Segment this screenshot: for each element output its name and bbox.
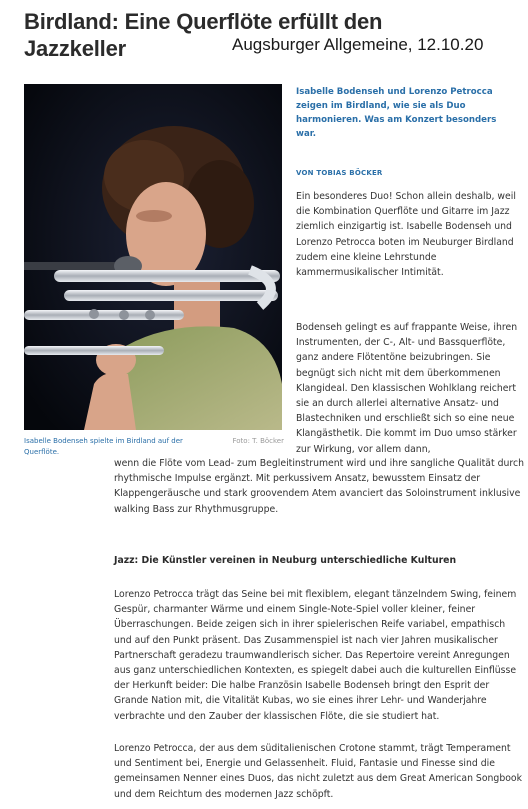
photo-flutist-illustration xyxy=(24,84,282,430)
author-byline: VON TOBIAS BÖCKER xyxy=(296,169,383,177)
article-headline: Birdland: Eine Querflöte erfüllt den Jazzkeller xyxy=(24,9,383,61)
body-paragraph-3: Lorenzo Petrocca trägt das Seine bei mit flexiblem, elegant tänzelndem Swing, feinem Gespür, charmanter Wärme und einem Single-Note-Spiel voller kleiner, feiner Überraschungen. Beide zeigen sich in ihrer spielerischen Reife variabel, empathisch und auf den Punkt präsent. Das Zusammenspiel ist nach vier Jahren musikalischer Partnerschaft geradezu traumwandlerisch sicher. Das Repertoire vereint Anregungen aus ganz unterschiedlichen Kontexten, es spiegelt dabei auch die kulturellen Einflüsse der Herkunft beider: Die halbe Französin Isabelle Bodenseh bringt den Esprit der Grande Nation mit, die Vitalität Kubas, wo sie eines ihrer Lehr- und Wanderjahre verbrachte und den Zauber der klassischen Flöte, die sie studiert hat. xyxy=(114,589,517,722)
body-paragraph-2-part-1: Bodenseh gelingt es auf frappante Weise, ihren Instrumenten, der C-, Alt- und Bassquerflöte, ganz andere Flötentöne beizubringen. Sie begnügt sich nicht mit dem überkommenen Klangideal. Den klassischen Wohlklang reichert sie an durch allerlei alternative Ansatz- und Blastechniken und erschließt sich so eine neue Klangästhetik. Die kommt im Duo umso stärker zur Wirkung, vor allem dann, xyxy=(296,322,518,455)
body-paragraph-2-part-2: wenn die Flöte vom Lead- zum Begleitinstrument wird und ihre sangliche Qualität durch rhythmische Impulse ergänzt. Mit perkussivem Ansatz, bewusstem Einsatz der Klappengeräusche und stark groovendem Atem avanciert das Soloinstrument inklusive walking Bass zur Rhythmusgruppe. xyxy=(114,458,524,515)
article-subheading: Jazz: Die Künstler vereinen in Neuburg unterschiedliche Kulturen xyxy=(114,555,457,566)
photo-credit: Foto: T. Böcker xyxy=(232,437,284,445)
body-paragraph-1: Ein besonderes Duo! Schon allein deshalb, weil die Kombination Querflöte und Gitarre im Jazz ziemlich einzigartig ist. Isabelle Bodenseh und Lorenzo Petrocca boten im Neuburger Birdland zudem eine kleine Lehrstunde kammermusikalischer Intimität. xyxy=(296,191,516,279)
article-photo xyxy=(24,84,282,430)
photo-caption: Isabelle Bodenseh spielte im Birdland auf der Querflöte. xyxy=(24,437,183,456)
article-lead: Isabelle Bodenseh und Lorenzo Petrocca zeigen im Birdland, wie sie als Duo harmonieren. Was am Konzert besonders war. xyxy=(296,87,497,139)
body-paragraph-4: Lorenzo Petrocca, der aus dem süditalienischen Crotone stammt, trägt Temperament und Sentiment bei, Energie und Gelassenheit. Fluid, Fantasie und Finesse sind die gemeinsamen Nenner eines Duos, das nicht zuletzt aus dem Great American Songbook und dem Reichtum des modernen Jazz schöpft. xyxy=(114,743,522,800)
source-line: Augsburger Allgemeine, 12.10.20 xyxy=(232,35,484,54)
